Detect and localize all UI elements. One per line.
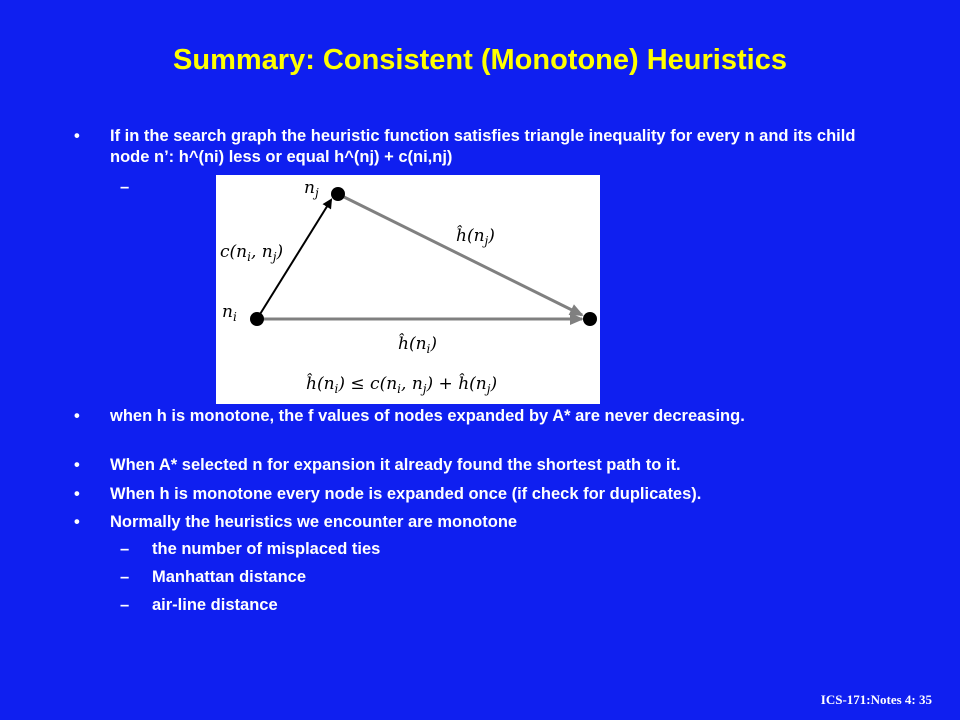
sub-item-text: the number of misplaced ties: [152, 540, 381, 558]
slide-title: Summary: Consistent (Monotone) Heuristics: [173, 44, 787, 76]
bullet-text: Normally the heuristics we encounter are monotone: [110, 513, 518, 531]
slide-footer: ICS-171:Notes 4: 35: [820, 692, 932, 707]
label-cost: $c(n_i$, $n_j$): [220, 242, 284, 264]
label-h-ni: $ĥ(n_i)$: [398, 334, 438, 356]
triangle-inequality-figure: [216, 175, 600, 404]
label-nj: $n_j$: [304, 178, 319, 200]
dash-marker: –: [120, 540, 130, 558]
dash-marker: –: [120, 568, 130, 586]
sub-item-manhattan: [120, 567, 880, 588]
sub-item-text: air-line distance: [152, 596, 278, 614]
sub-item-misplaced-tiles: [120, 539, 880, 560]
node-nj: [331, 187, 345, 201]
bullet-shortest-path: [74, 455, 874, 476]
bullet-marker: •: [74, 407, 80, 425]
label-h-nj: $ĥ(n_j)$: [456, 226, 495, 248]
bullet-text: when h is monotone, the f values of nodes expanded by A* are never decreasing.: [110, 407, 745, 425]
sub-item-text: Manhattan distance: [152, 568, 307, 586]
bullet-marker: •: [74, 127, 80, 145]
sub-item-air-line: [120, 595, 880, 616]
bullet-marker: •: [74, 485, 80, 503]
bullet-marker: •: [74, 456, 80, 474]
bullet-triangle-inequality: [74, 126, 874, 168]
bullet-text: When A* selected n for expansion it already found the shortest path to it.: [110, 456, 681, 474]
bullet-expanded-once: [74, 484, 874, 505]
edge-heuristic-nj-goal: [338, 194, 582, 315]
bullet-text: When h is monotone every node is expanded once (if check for duplicates).: [110, 485, 702, 503]
bullet-f-values: [74, 406, 874, 427]
bullet-normally-monotone: [74, 512, 874, 533]
node-ni: [250, 312, 264, 326]
dash-marker: –: [120, 178, 130, 196]
label-ni: $n_i$: [222, 302, 237, 324]
node-goal: [583, 312, 597, 326]
triangle-diagram: [216, 175, 600, 404]
dash-marker: –: [120, 596, 130, 614]
inequality-formula: $ĥ(n_i) \le c(n_i$, $n_j$) + $ĥ(n_j)$: [306, 374, 498, 396]
bullet-marker: •: [74, 513, 80, 531]
bullet-text: If in the search graph the heuristic function satisfies triangle inequality for every n and its child node n’: h^(ni) less or equal h^(nj) + c(ni,nj): [110, 127, 856, 166]
